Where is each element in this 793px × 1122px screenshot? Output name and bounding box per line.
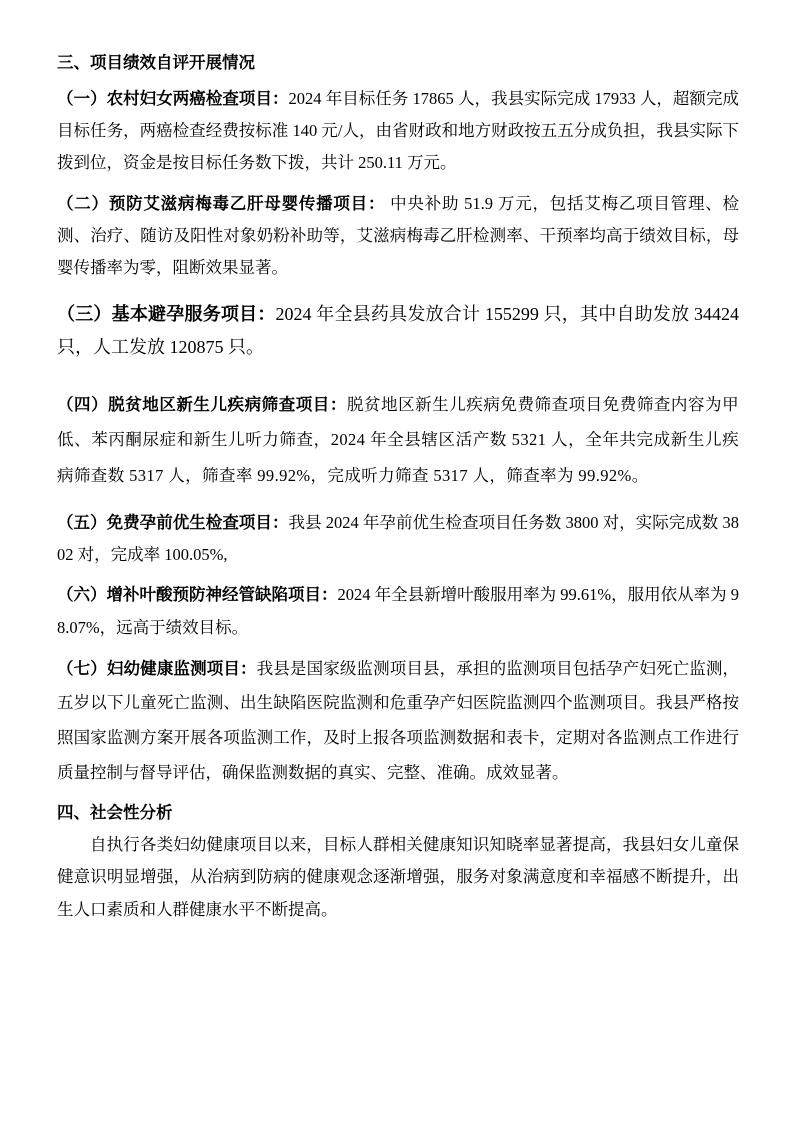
paragraph-body: 我县 2024 年孕前优生检查项目任务数 3800 对，实际完成数 3802 对，完成率 100.05%, bbox=[57, 513, 740, 565]
paragraph-lead: （二）预防艾滋病梅毒乙肝母婴传播项目： bbox=[57, 193, 386, 213]
paragraph-body: 脱贫地区新生儿疾病免费筛查项目免费筛查内容为甲低、苯丙酮尿症和新生儿听力筛查，2024 年全县辖区活产数 5321 人，全年共完成新生儿疾病筛查数 5317 人，筛查率 99.92%，完成听力筛查 5317 人，筛查率为 99.92%。 bbox=[57, 394, 739, 485]
section-heading-4: 四、社会性分析 bbox=[57, 803, 173, 823]
project-paragraph-1 bbox=[57, 83, 739, 180]
paragraph-body: 2024 年目标任务 17865 人，我县实际完成 17933 人，超额完成目标任务，两癌检查经费按标准 140 元/人，由省财政和地方财政按五五分成负担，我县实际下拨到位，资金是按目标任务数下拨，共计 250.11 万元。 bbox=[57, 89, 740, 173]
project-paragraph-6 bbox=[57, 579, 739, 643]
section-heading-3: 三、项目绩效自评开展情况 bbox=[57, 53, 255, 72]
paragraph-lead: （一）农村妇女两癌检查项目： bbox=[57, 89, 289, 108]
paragraph-body: 中央补助 51.9 万元，包括艾梅乙项目管理、检测、治疗、随访及阳性对象奶粉补助等，艾滋病梅毒乙肝检测率、干预率均高于绩效目标，母婴传播率为零，阻断效果显著。 bbox=[57, 193, 740, 277]
project-paragraph-4 bbox=[57, 387, 739, 493]
paragraph-lead: （三）基本避孕服务项目： bbox=[57, 304, 276, 325]
paragraph-body: 2024 年全县新增叶酸服用率为 99.61%，服用依从率为 98.07%，远高于绩效目标。 bbox=[57, 585, 739, 637]
project-paragraph-7 bbox=[57, 652, 739, 791]
paragraph-body: 我县是国家级监测项目县，承担的监测项目包括孕产妇死亡监测，五岁以下儿童死亡监测、出生缺陷医院监测和危重孕产妇医院监测四个监测项目。我县严格按照国家监测方案开展各项监测工作，及时上报各项监测数据和表卡，定期对各监测点工作进行质量控制与督导评估，确保监测数据的真实、完整、准确。成效显著。 bbox=[57, 658, 740, 782]
paragraph-lead: （六）增补叶酸预防神经管缺陷项目： bbox=[57, 585, 338, 605]
project-paragraph-2 bbox=[57, 188, 739, 285]
paragraph-body: 2024 年全县药具发放合计 155299 只，其中自助发放 34424 只，人工发放 120875 只。 bbox=[57, 304, 739, 358]
project-paragraph-5 bbox=[57, 507, 739, 571]
paragraph-lead: （四）脱贫地区新生儿疾病筛查项目： bbox=[57, 394, 347, 414]
project-paragraph-3 bbox=[57, 298, 739, 365]
paragraph-lead: （七）妇幼健康监测项目： bbox=[57, 658, 257, 678]
paragraph-lead: （五）免费孕前优生检查项目： bbox=[57, 513, 289, 533]
closing-paragraph: 自执行各类妇幼健康项目以来，目标人群相关健康知识知晓率显著提高，我县妇女儿童保健意识明显增强，从治病到防病的健康观念逐渐增强，服务对象满意度和幸福感不断提升，出生人口素质和人群健康水平不断提高。 bbox=[57, 835, 739, 919]
